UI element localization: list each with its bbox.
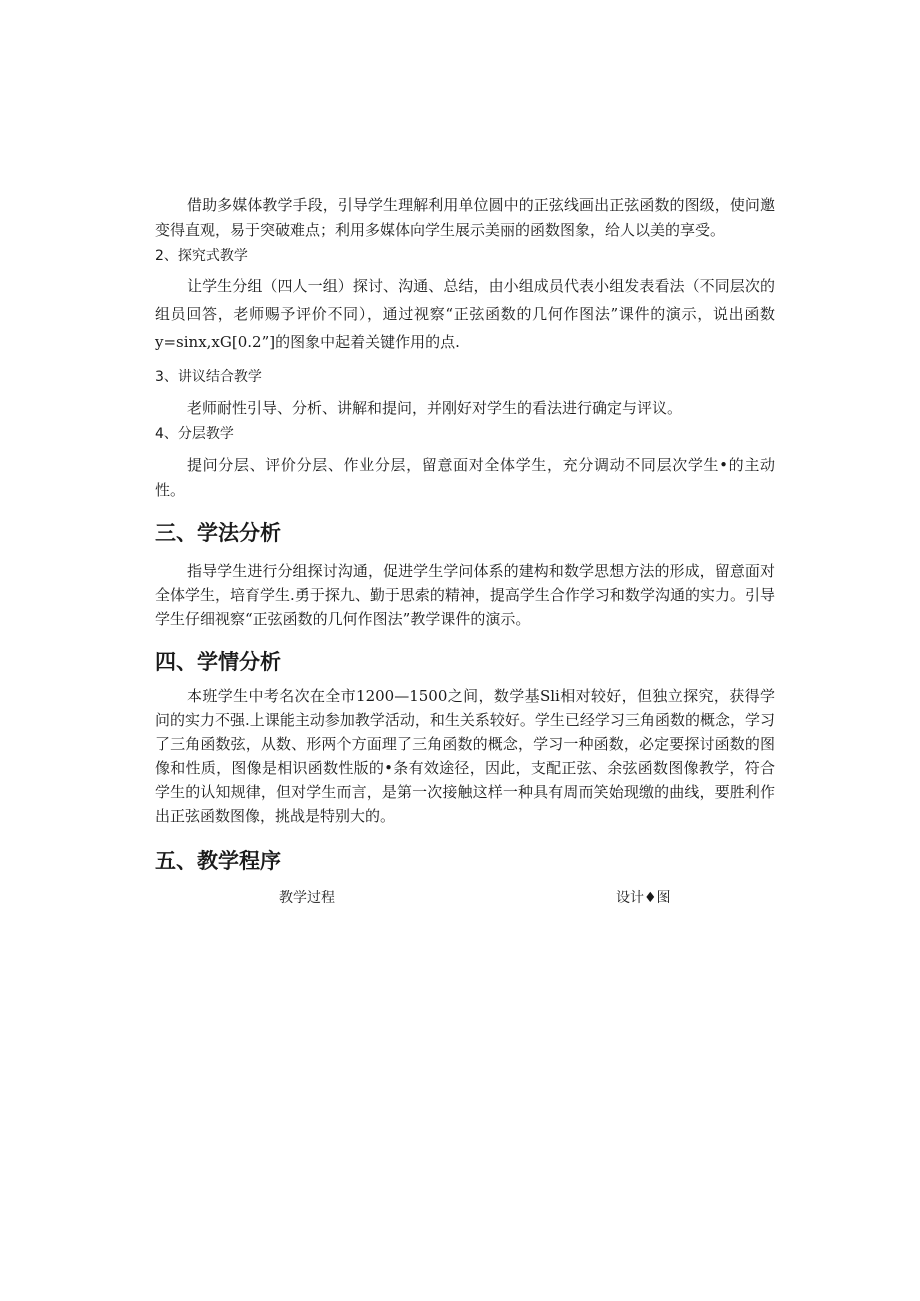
paragraph-study-method: 指导学生进行分组探讨沟通，促进学生学问体系的建构和数学思想方法的形成，留意面对全体学生，培育学生.勇于探九、勤于思索的精神，提高学生合作学习和数学沟通的实力。引导学生仔细视察“正弦函数的几何作图法”教学课件的演示。 <box>155 562 775 628</box>
table-header-design-intent: 设计♦图 <box>616 890 671 906</box>
section-title-study-method: 三、学法分析 <box>155 521 281 545</box>
paragraph-layered: 提问分层、评价分层、作业分层，留意面对全体学生，充分调动不同层次学生•的主动性。 <box>155 456 775 499</box>
paragraph-multimedia: 借助多媒体教学手段，引导学生理解利用单位圆中的正弦线画出正弦函数的图级，使问邀变得直观，易于突破难点；利用多媒体向学生展示美丽的函数图象，给人以美的享受。 <box>155 196 775 239</box>
subheading-inquiry-teaching: 2、探究式教学 <box>155 248 248 264</box>
section-title-teaching-procedure: 五、教学程序 <box>155 849 281 873</box>
subheading-layered-teaching: 4、分层教学 <box>155 426 234 442</box>
subheading-lecture-combined: 3、讲议结合教学 <box>155 369 262 385</box>
paragraph-learner-analysis: 本班学生中考名次在全市1200—1500之间，数学基Sli相对较好，但独立探究，获得学问的实力不强.上课能主动参加教学活动，和生关系较好。学生已经学习三角函数的概念，学习了三角函数弦，从数、形两个方面理了三角函数的概念，学习一种函数，必定要探讨函数的图像和性质，图像是相识函数性版的•条有效途径，因此，支配正弦、余弦函数图像教学，符合学生的认知规律，但对学生而言，是第一次接触这样一种具有周而笑始现缴的曲线，要胜利作出正弦函数图像，挑战是特别大的。 <box>155 687 775 825</box>
paragraph-group-work: 让学生分组（四人一组）探讨、沟通、总结，由小组成员代表小组发表看法（不同层次的组员回答，老师赐予评价不同），通过视察“正弦函数的几何作图法”课件的演示，说出函数y=sinx,xG[0.2”]的图象中起着关键作用的点. <box>155 277 775 351</box>
paragraph-lecture: 老师耐性引导、分析、讲解和提问，并刚好对学生的看法进行确定与评议。 <box>187 399 683 417</box>
section-title-learner-analysis: 四、学情分析 <box>155 650 281 674</box>
table-header-teaching-process: 教学过程 <box>279 890 335 906</box>
